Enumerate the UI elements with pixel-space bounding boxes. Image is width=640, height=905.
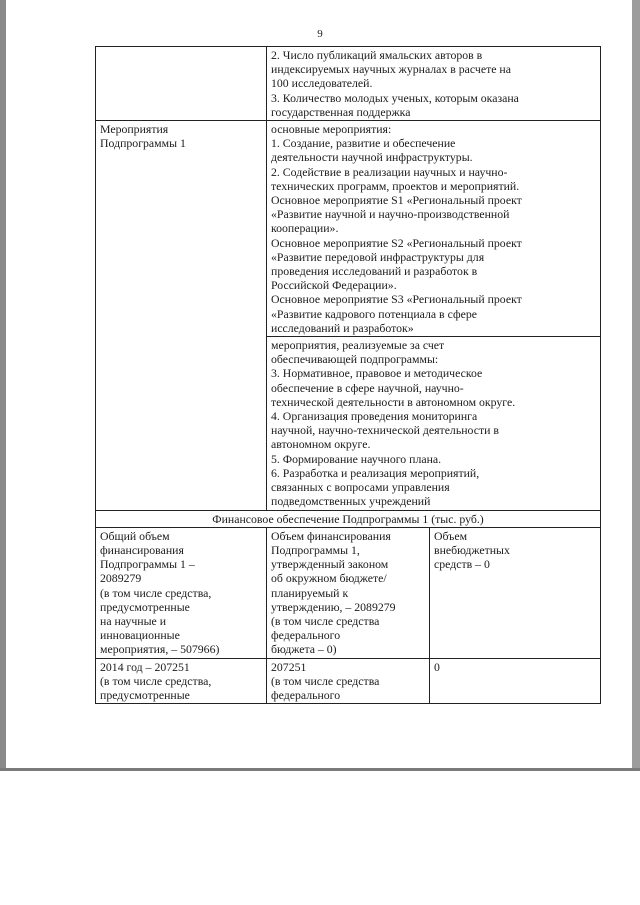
scan-edge-right	[632, 0, 640, 770]
text-line: «Развитие кадрового потенциала в сфере	[271, 306, 477, 321]
text-line: 3. Количество молодых ученых, которым оказана	[271, 90, 519, 105]
text-line: Подпрограммы 1,	[271, 542, 360, 557]
finance-totals-row	[96, 527, 601, 658]
text-line: деятельности научной инфраструктуры.	[271, 150, 473, 165]
text-line: «Развитие научной и научно-производственной	[271, 207, 510, 222]
main-measures-row	[96, 121, 601, 337]
text-line: Объем	[434, 528, 468, 543]
text-line: проведения исследований и разработок в	[271, 264, 478, 279]
finance-total-cell	[96, 527, 267, 658]
text-line: планируемый к	[271, 585, 349, 600]
text-line: Основное мероприятие S2 «Региональный проект	[271, 235, 522, 250]
support-measures-cell	[267, 337, 601, 510]
text-line: научной, научно-технической деятельности в	[271, 423, 499, 438]
text-line: обеспечение в сфере научной, научно-	[271, 380, 464, 395]
main-measures-cell	[267, 121, 601, 337]
finance-offbudget-cell	[430, 527, 601, 658]
text-line: 2014 год – 207251	[100, 659, 190, 674]
text-line: кооперации».	[271, 221, 339, 236]
text-line: государственная поддержка	[271, 104, 411, 119]
text-line: технической деятельности в автономном округе.	[271, 394, 516, 409]
text-line: Российской Федерации».	[271, 278, 397, 293]
scan-edge-bottom	[0, 768, 640, 771]
text-line: мероприятия, – 507966)	[100, 642, 220, 657]
text-line: (в том числе средства,	[100, 585, 212, 600]
text-line: (в том числе средства	[271, 673, 380, 688]
text-line: на научные и	[100, 613, 167, 628]
year-2014-budget-cell	[267, 658, 430, 704]
text-line: федерального	[271, 687, 341, 702]
measures-label-cell	[96, 121, 267, 510]
finance-heading-row	[96, 510, 601, 527]
text-line: «Развитие передовой инфраструктуры для	[271, 249, 485, 264]
indicators-cell	[267, 47, 601, 121]
empty-label-cell	[96, 47, 267, 121]
text-line: Основное мероприятие S1 «Региональный проект	[271, 193, 522, 208]
text-line: обеспечивающей подпрограммы:	[271, 352, 439, 367]
text-line: внебюджетных	[434, 542, 510, 557]
text-line: Общий объем	[100, 528, 170, 543]
text-line: 2. Число публикаций ямальских авторов в	[271, 48, 483, 62]
text-line: утвержденный законом	[271, 557, 389, 572]
text-line: 2089279	[100, 571, 142, 586]
text-line: связанных с вопросами управления	[271, 480, 450, 495]
text-line: 100 исследователей.	[271, 76, 373, 91]
scan-edge-left	[0, 0, 6, 770]
text-line: 5. Формирование научного плана.	[271, 451, 442, 466]
text-line: федерального	[271, 628, 341, 643]
text-line: об окружном бюджете/	[271, 571, 387, 586]
text-line: финансирования	[100, 542, 184, 557]
text-line: средств – 0	[434, 557, 490, 572]
indicators-row	[96, 47, 601, 121]
passport-table	[95, 46, 601, 704]
text-line: 2. Содействие в реализации научных и научно-	[271, 164, 508, 179]
text-line: Объем финансирования	[271, 528, 391, 543]
text-line: предусмотренные	[100, 687, 190, 702]
text-line: 3. Нормативное, правовое и методическое	[271, 366, 483, 381]
text-line: подведомственных учреждений	[271, 494, 431, 509]
finance-heading: Финансовое обеспечение Подпрограммы 1 (тыс. руб.)	[96, 510, 601, 527]
text-line: инновационные	[100, 628, 180, 643]
text-line: предусмотренные	[100, 599, 190, 614]
finance-budget-cell	[267, 527, 430, 658]
text-line: Основное мероприятие S3 «Региональный проект	[271, 292, 522, 307]
text-line: 1. Создание, развитие и обеспечение	[271, 136, 456, 151]
text-line: Подпрограммы 1	[100, 136, 186, 151]
year-2014-row	[96, 658, 601, 704]
year-2014-offbudget-cell: 0	[430, 658, 601, 704]
text-line: Подпрограммы 1 –	[100, 557, 195, 572]
text-line: основные мероприятия:	[271, 122, 392, 137]
text-line: 6. Разработка и реализация мероприятий,	[271, 465, 480, 480]
text-line: 4. Организация проведения мониторинга	[271, 409, 478, 424]
text-line: технических программ, проектов и мероприятий.	[271, 178, 520, 193]
page-number: 9	[317, 28, 323, 40]
text-line: (в том числе средства	[271, 613, 380, 628]
year-2014-total-cell	[96, 658, 267, 704]
text-line: бюджета – 0)	[271, 642, 337, 657]
text-line: исследований и разработок»	[271, 320, 414, 335]
text-line: Мероприятия	[100, 122, 169, 137]
text-line: мероприятия, реализуемые за счет	[271, 338, 445, 353]
text-line: 207251	[271, 659, 307, 674]
text-line: индексируемых научных журналах в расчете на	[271, 62, 511, 77]
text-line: (в том числе средства,	[100, 673, 212, 688]
text-line: утверждению, – 2089279	[271, 599, 396, 614]
text-line: автономном округе.	[271, 437, 371, 452]
